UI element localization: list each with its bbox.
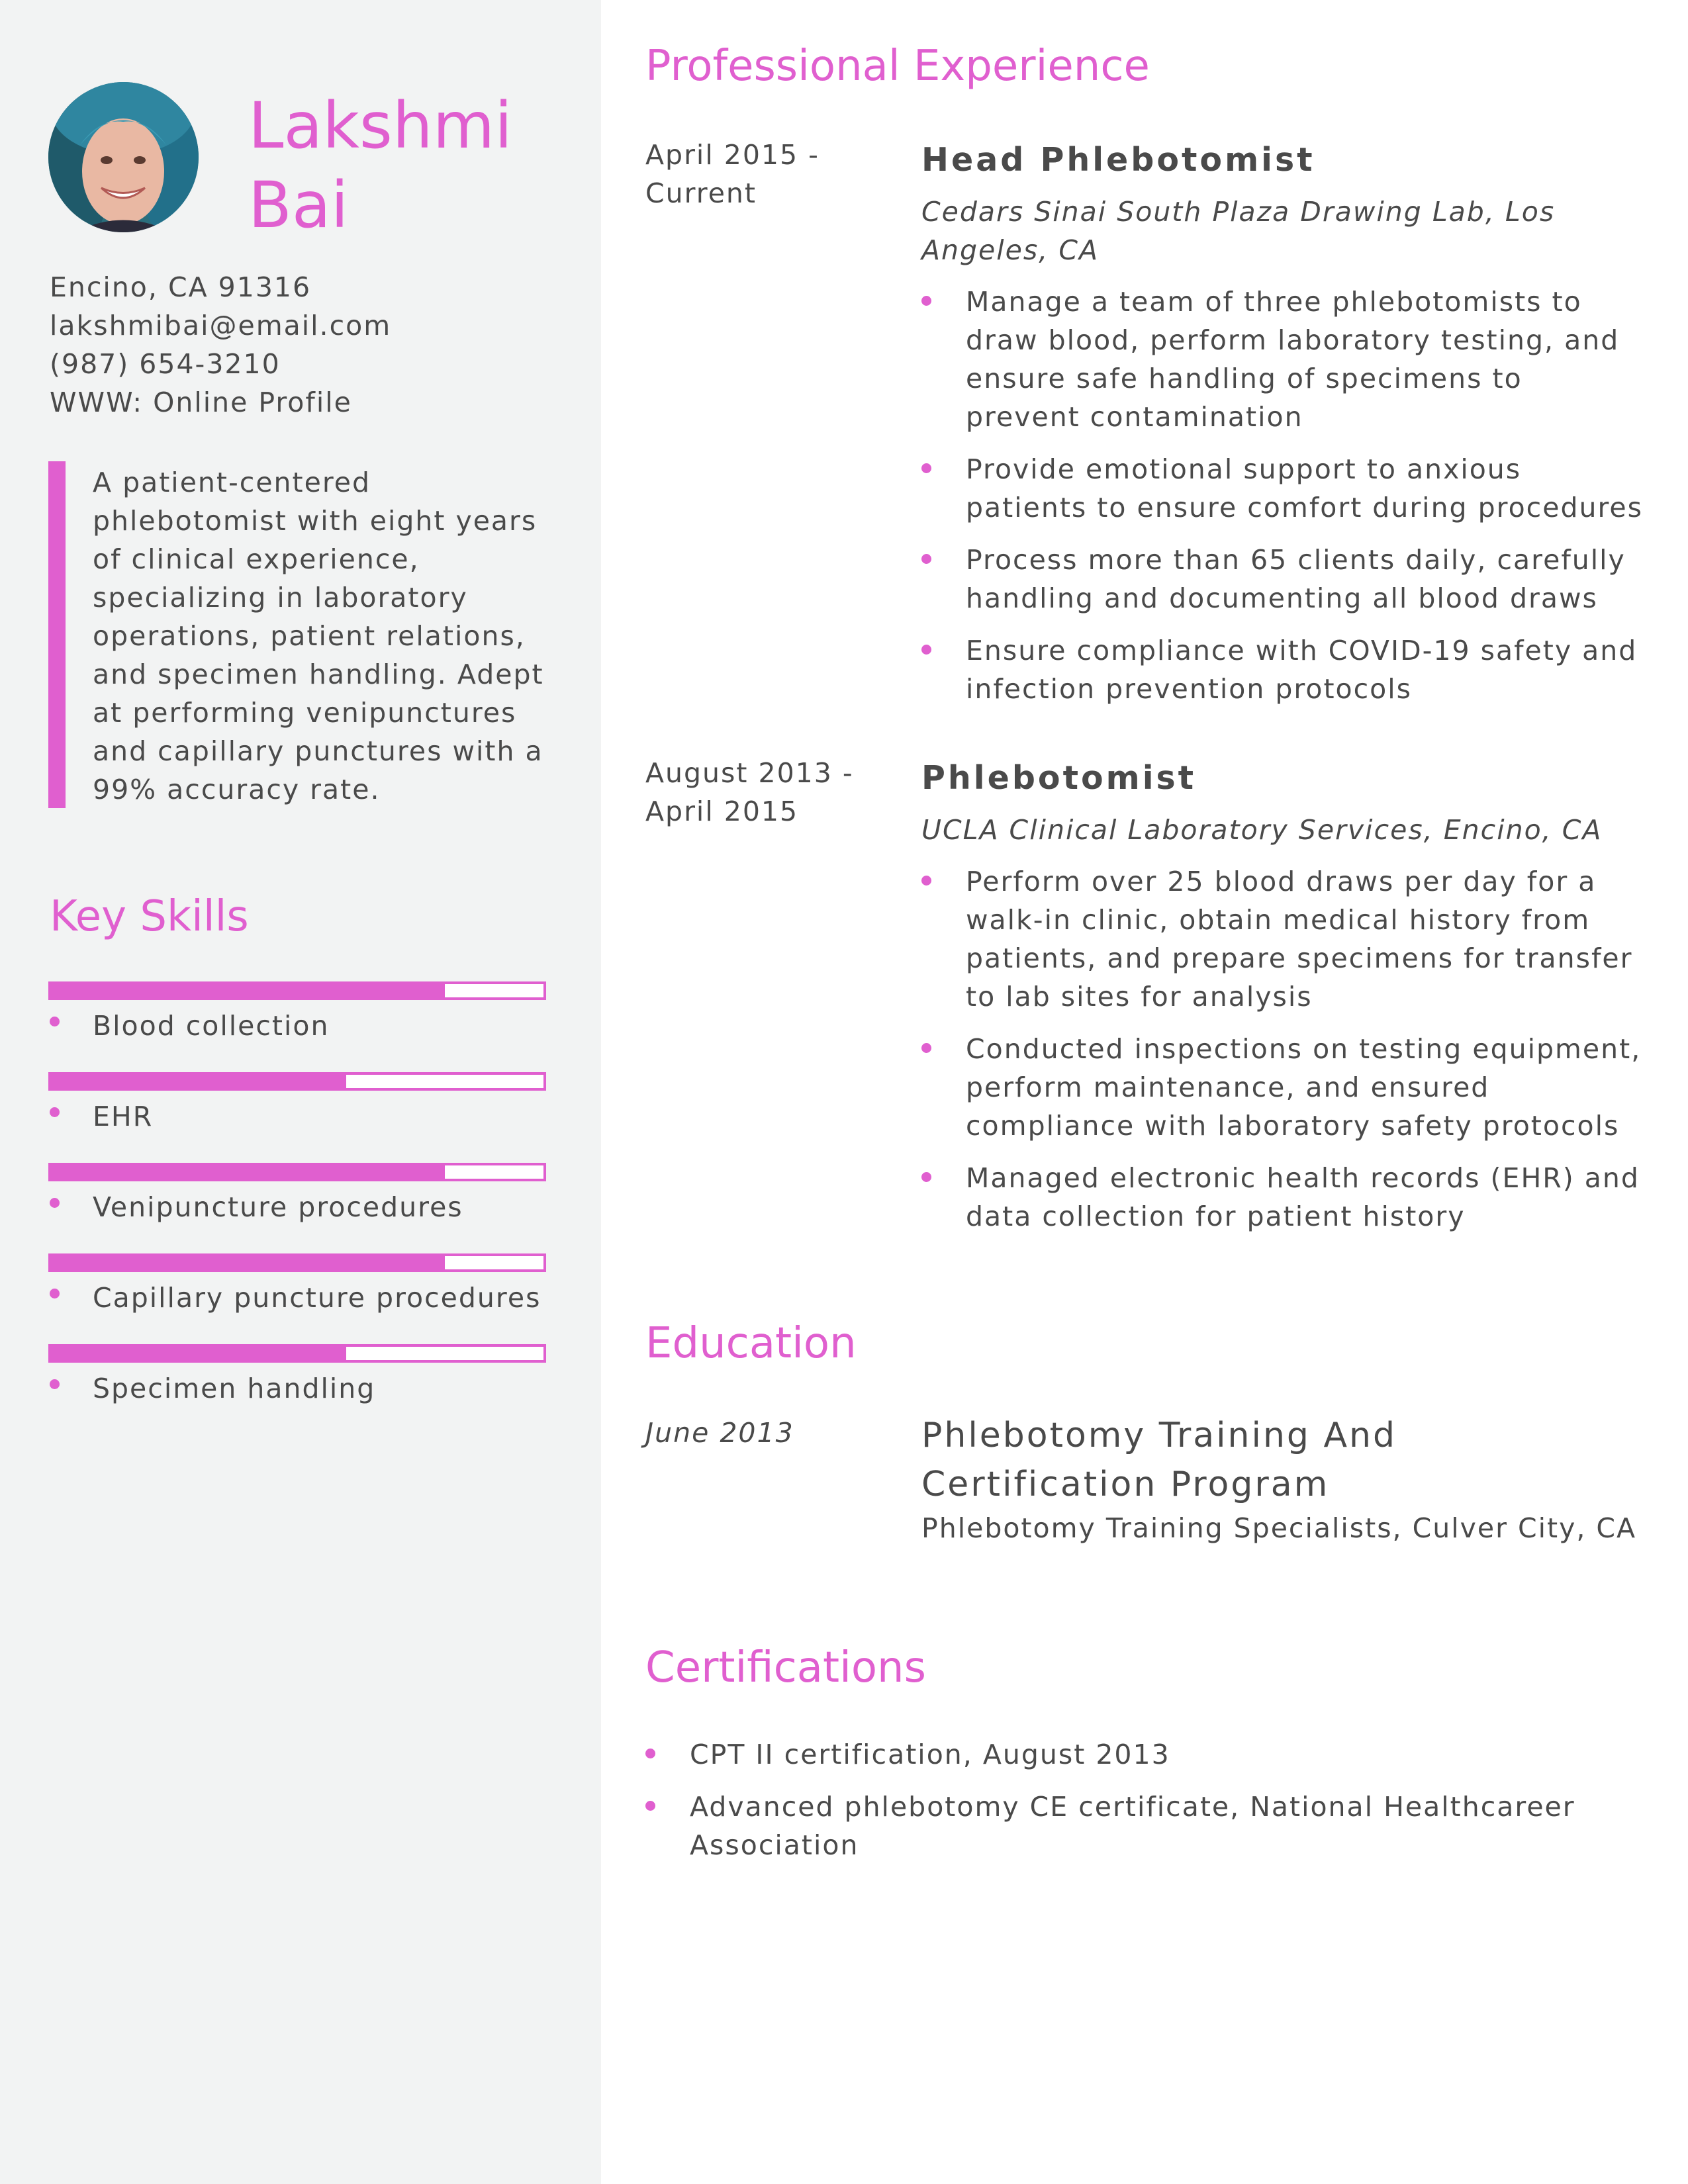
bullet-dot-icon xyxy=(50,1379,60,1389)
bullet-dot-icon xyxy=(921,645,931,655)
skills-list xyxy=(48,981,546,1435)
job-title: Phlebotomist xyxy=(921,759,1197,797)
education-date: June 2013 xyxy=(645,1417,794,1449)
candidate-name xyxy=(248,86,579,245)
education-entry xyxy=(921,1411,1643,1547)
bullet-dot-icon xyxy=(645,1749,655,1758)
skill-item xyxy=(48,1253,546,1344)
skill-level-fill xyxy=(51,984,445,997)
skill-level-bar xyxy=(48,1253,546,1272)
education-school: Phlebotomy Training Specialists, Culver City, CA xyxy=(921,1512,1637,1544)
duty-text: Provide emotional support to anxious patients to ensure comfort during procedures xyxy=(966,453,1643,523)
contact-phone: (987) 654-3210 xyxy=(50,348,281,380)
bullet-dot-icon xyxy=(921,296,931,306)
skill-label: Capillary puncture procedures xyxy=(93,1282,541,1314)
list-item xyxy=(921,1030,1643,1145)
duty-text: Ensure compliance with COVID-19 safety and infection prevention protocols xyxy=(966,635,1638,705)
job-employer: UCLA Clinical Laboratory Services, Encino, CA xyxy=(921,814,1603,846)
contact-info xyxy=(50,268,579,422)
key-skills-heading: Key Skills xyxy=(50,892,249,941)
job-date-end: April 2015 xyxy=(645,796,799,827)
duty-text: Conducted inspections on testing equipment, perform maintenance, and ensured compliance with laboratory safety protocols xyxy=(966,1033,1642,1142)
list-item xyxy=(921,450,1643,527)
certification-text: Advanced phlebotomy CE certificate, National Healthcareer Association xyxy=(690,1791,1575,1861)
certification-text: CPT II certification, August 2013 xyxy=(690,1739,1170,1770)
job-title: Head Phlebotomist xyxy=(921,141,1315,179)
summary-accent-bar xyxy=(48,461,66,808)
skill-level-fill xyxy=(51,1075,346,1088)
bullet-dot-icon xyxy=(50,1198,60,1208)
education-degree: Phlebotomy Training And Certification Program xyxy=(921,1416,1397,1504)
job-date-start: April 2015 - xyxy=(645,139,820,171)
name-last: Bai xyxy=(248,168,349,242)
bullet-dot-icon xyxy=(921,554,931,564)
bullet-dot-icon xyxy=(50,1107,60,1117)
list-item xyxy=(921,1159,1643,1236)
duty-text: Manage a team of three phlebotomists to draw blood, perform laboratory testing, and ensure safe handling of specimens to prevent contamination xyxy=(966,286,1620,433)
skill-label: Specimen handling xyxy=(93,1373,376,1404)
list-item xyxy=(645,1788,1638,1864)
job-duties xyxy=(921,862,1643,1236)
avatar xyxy=(48,82,199,232)
skill-level-bar xyxy=(48,1072,546,1091)
skill-level-fill xyxy=(51,1165,445,1179)
job-date xyxy=(645,754,884,831)
bullet-dot-icon xyxy=(50,1017,60,1026)
skill-level-fill xyxy=(51,1347,346,1360)
list-item xyxy=(921,283,1643,436)
list-item xyxy=(645,1735,1638,1774)
list-item xyxy=(921,862,1643,1016)
profile-summary: A patient-centered phlebotomist with eight years of clinical experience, specializing in laboratory operations, patient relations, and specimen handling. Adept at performing venipunctures and capillary punctures with a 99% accuracy rate. xyxy=(93,467,544,805)
job-duties xyxy=(921,283,1643,708)
bullet-dot-icon xyxy=(50,1289,60,1298)
skill-label: Blood collection xyxy=(93,1010,330,1042)
list-item xyxy=(921,541,1643,617)
job-entry xyxy=(921,137,1643,722)
job-date-start: August 2013 - xyxy=(645,757,854,789)
name-first: Lakshmi xyxy=(248,89,512,163)
bullet-dot-icon xyxy=(921,463,931,473)
skill-item xyxy=(48,981,546,1072)
contact-website[interactable]: WWW: Online Profile xyxy=(50,387,352,418)
certifications-list xyxy=(645,1735,1638,1878)
experience-heading: Professional Experience xyxy=(645,42,1150,91)
contact-email[interactable]: lakshmibai@email.com xyxy=(50,310,392,341)
bullet-dot-icon xyxy=(921,1043,931,1053)
certifications-heading: Certifications xyxy=(645,1643,926,1692)
sidebar xyxy=(0,0,601,2184)
job-entry xyxy=(921,755,1643,1250)
bullet-dot-icon xyxy=(921,876,931,886)
skill-level-fill xyxy=(51,1256,445,1269)
skill-label: Venipuncture procedures xyxy=(93,1191,463,1223)
contact-location: Encino, CA 91316 xyxy=(50,271,312,303)
duty-text: Perform over 25 blood draws per day for a walk-in clinic, obtain medical history from patients, and prepare specimens for transfer to lab sites for analysis xyxy=(966,866,1633,1013)
duty-text: Process more than 65 clients daily, carefully handling and documenting all blood draws xyxy=(966,544,1626,614)
skill-item xyxy=(48,1344,546,1435)
avatar-photo xyxy=(48,82,199,232)
job-date-end: Current xyxy=(645,177,757,209)
skill-level-bar xyxy=(48,1344,546,1363)
list-item xyxy=(921,631,1643,708)
skill-item xyxy=(48,1163,546,1253)
skill-level-bar xyxy=(48,981,546,1000)
duty-text: Managed electronic health records (EHR) and data collection for patient history xyxy=(966,1162,1640,1232)
job-date xyxy=(645,136,884,212)
bullet-dot-icon xyxy=(645,1801,655,1811)
bullet-dot-icon xyxy=(921,1172,931,1182)
skill-item xyxy=(48,1072,546,1163)
skill-label: EHR xyxy=(93,1101,154,1132)
education-heading: Education xyxy=(645,1319,857,1368)
skill-level-bar xyxy=(48,1163,546,1181)
job-employer: Cedars Sinai South Plaza Drawing Lab, Los Angeles, CA xyxy=(921,196,1556,266)
